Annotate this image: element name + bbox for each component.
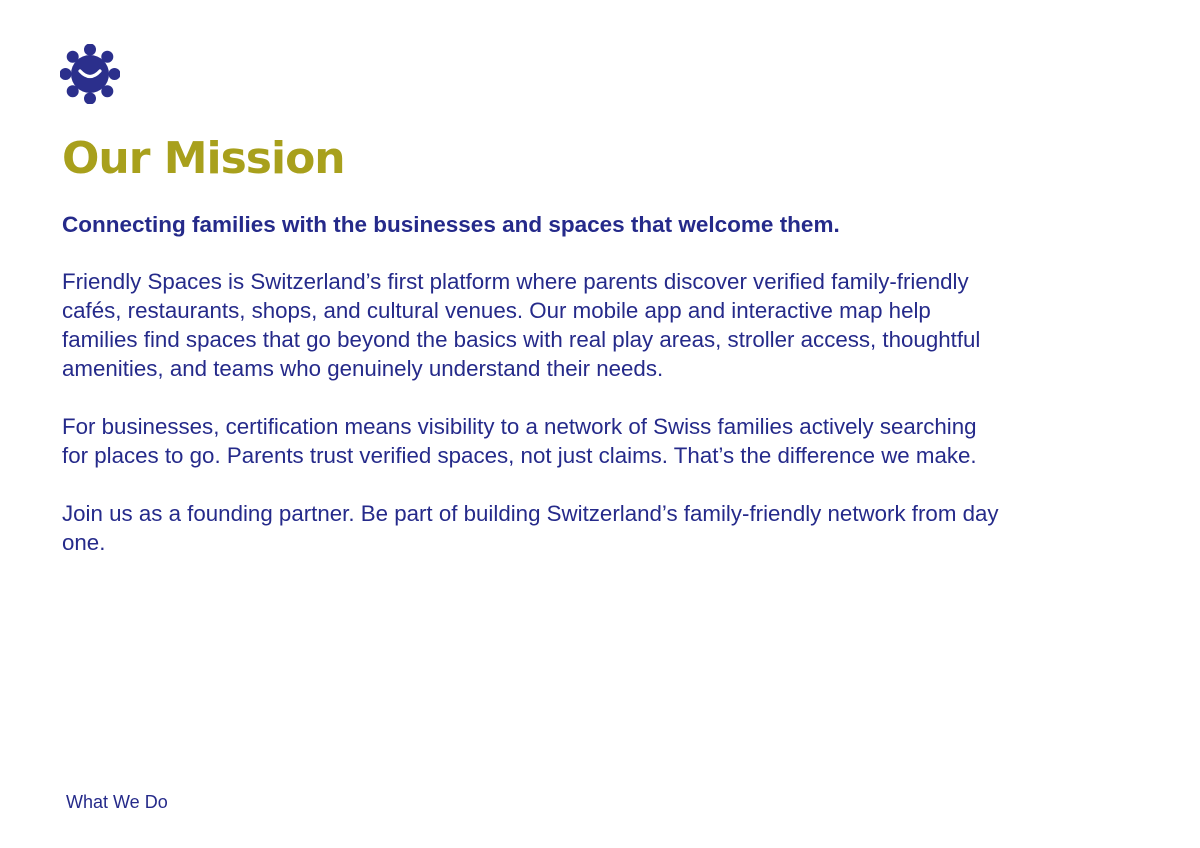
mission-body xyxy=(62,267,1002,586)
body-paragraph: Join us as a founding partner. Be part of building Switzerland’s family-friendly network from day one. xyxy=(62,501,999,555)
footer-section-label: What We Do xyxy=(66,792,168,812)
body-paragraph: Friendly Spaces is Switzerland’s first platform where parents discover verified family-friendly cafés, restaurants, shops, and cultural venues. Our mobile app and interactive map help families find spaces that go beyond the basics with real play areas, stroller access, thoughtful amenities, and teams who genuinely understand their needs. xyxy=(62,269,981,381)
brand-logo xyxy=(60,44,120,104)
smiling-sun-icon xyxy=(60,44,120,104)
page-title: Our Mission xyxy=(62,133,345,184)
body-paragraph: For businesses, certification means visibility to a network of Swiss families actively searching for places to go. Parents trust verified spaces, not just claims. That’s the difference we make. xyxy=(62,414,977,468)
mission-tagline: Connecting families with the businesses and spaces that welcome them. xyxy=(62,212,840,237)
